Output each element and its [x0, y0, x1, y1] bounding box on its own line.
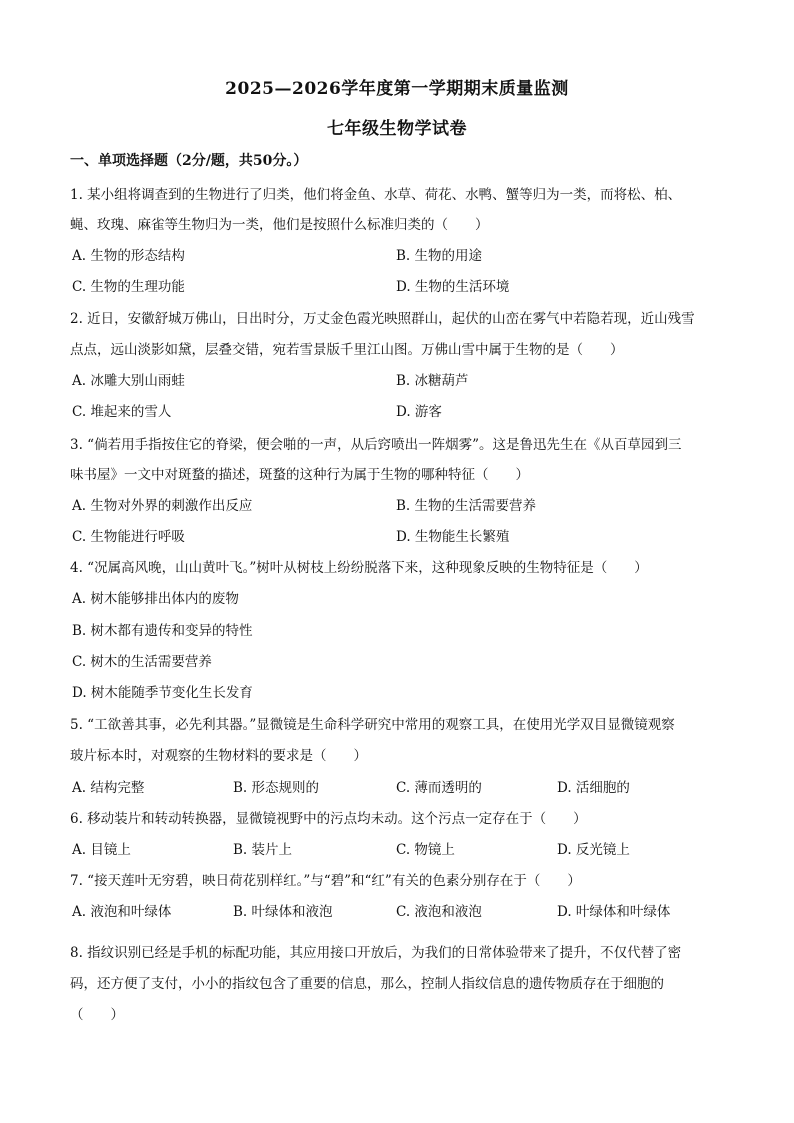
question-6-line-1: 6. 移动装片和转动转换器，显微镜视野中的污点均未动。这个污点一定存在于（ ） [70, 811, 587, 827]
question-8-line-3: （ ） [70, 1007, 124, 1023]
question-6-option-c: C. 物镜上 [396, 842, 455, 858]
question-8-line-2: 码，还方便了支付，小小的指纹包含了重要的信息，那么，控制人指纹信息的遗传物质存在于细胞的 [70, 976, 664, 992]
question-7-option-b: B. 叶绿体和液泡 [233, 904, 333, 920]
question-1-line-1: 1. 某小组将调查到的生物进行了归类，他们将金鱼、水草、荷花、水鸭、蟹等归为一类，而将松、柏、 [70, 187, 682, 203]
question-3-option-d: D. 生物能生长繁殖 [396, 529, 510, 545]
question-4-line-1: 4. “况属高风晚，山山黄叶飞。”树叶从树枝上纷纷脱落下来，这种现象反映的生物特征是（ ） [70, 560, 648, 576]
question-2-line-2: 点点，远山淡影如黛，层叠交错，宛若雪景版千里江山图。万佛山雪中属于生物的是（ ） [70, 342, 624, 358]
exam-title: 2025—2026学年度第一学期期末质量监测 [225, 79, 569, 99]
question-4-option-d: D. 树木能随季节变化生长发育 [72, 685, 253, 701]
question-1-line-2: 蝇、玫瑰、麻雀等生物归为一类，他们是按照什么标准归类的（ ） [70, 217, 489, 233]
question-3-line-1: 3. “倘若用手指按住它的脊梁，便会啪的一声，从后窍喷出一阵烟雾”。这是鲁迅先生在《从百草园到三 [70, 437, 682, 453]
question-2-option-a: A. 冰雕大别山雨蛙 [72, 373, 185, 389]
question-5-line-2: 玻片标本时，对观察的生物材料的要求是（ ） [70, 748, 367, 764]
question-4-option-b: B. 树木都有遗传和变异的特性 [72, 623, 253, 639]
question-7-option-d: D. 叶绿体和叶绿体 [557, 904, 671, 920]
question-3-option-b: B. 生物的生活需要营养 [396, 498, 537, 514]
question-7-line-1: 7. “接天莲叶无穷碧，映日荷花别样红。”与“碧”和“红”有关的色素分别存在于（ ） [70, 873, 581, 889]
question-1-option-c: C. 生物的生理功能 [72, 279, 185, 295]
question-4-option-c: C. 树木的生活需要营养 [72, 654, 212, 670]
question-7-option-c: C. 液泡和液泡 [396, 904, 482, 920]
question-5-line-1: 5. “工欲善其事，必先利其器。”显微镜是生命科学研究中常用的观察工具，在使用光学双目显微镜观察 [70, 717, 675, 733]
question-1-option-a: A. 生物的形态结构 [72, 248, 185, 264]
question-5-option-a: A. 结构完整 [72, 780, 145, 796]
question-3-option-a: A. 生物对外界的刺激作出反应 [72, 498, 253, 514]
question-5-option-c: C. 薄而透明的 [396, 780, 482, 796]
question-5-option-d: D. 活细胞的 [557, 780, 630, 796]
question-3-line-2: 味书屋》一文中对斑蝥的描述，斑蝥的这种行为属于生物的哪种特征（ ） [70, 467, 529, 483]
question-6-option-b: B. 装片上 [233, 842, 293, 858]
question-7-option-a: A. 液泡和叶绿体 [72, 904, 172, 920]
question-6-option-d: D. 反光镜上 [557, 842, 630, 858]
question-3-option-c: C. 生物能进行呼吸 [72, 529, 185, 545]
question-2-option-c: C. 堆起来的雪人 [72, 404, 172, 420]
question-8-line-1: 8. 指纹识别已经是手机的标配功能，其应用接口开放后，为我们的日常体验带来了提升，不仅代替了密 [70, 945, 682, 961]
section-heading: 一、单项选择题（2分/题，共50分。） [70, 153, 308, 169]
question-6-option-a: A. 目镜上 [72, 842, 131, 858]
question-1-option-d: D. 生物的生活环境 [396, 279, 510, 295]
question-5-option-b: B. 形态规则的 [233, 780, 320, 796]
question-1-option-b: B. 生物的用途 [396, 248, 483, 264]
question-4-option-a: A. 树木能够排出体内的废物 [72, 591, 239, 607]
exam-subtitle: 七年级生物学试卷 [327, 119, 467, 139]
question-2-line-1: 2. 近日，安徽舒城万佛山，日出时分，万丈金色霞光映照群山，起伏的山峦在雾气中若隐若现，近山残雪 [70, 311, 695, 327]
question-2-option-b: B. 冰糖葫芦 [396, 373, 469, 389]
question-2-option-d: D. 游客 [396, 404, 442, 420]
